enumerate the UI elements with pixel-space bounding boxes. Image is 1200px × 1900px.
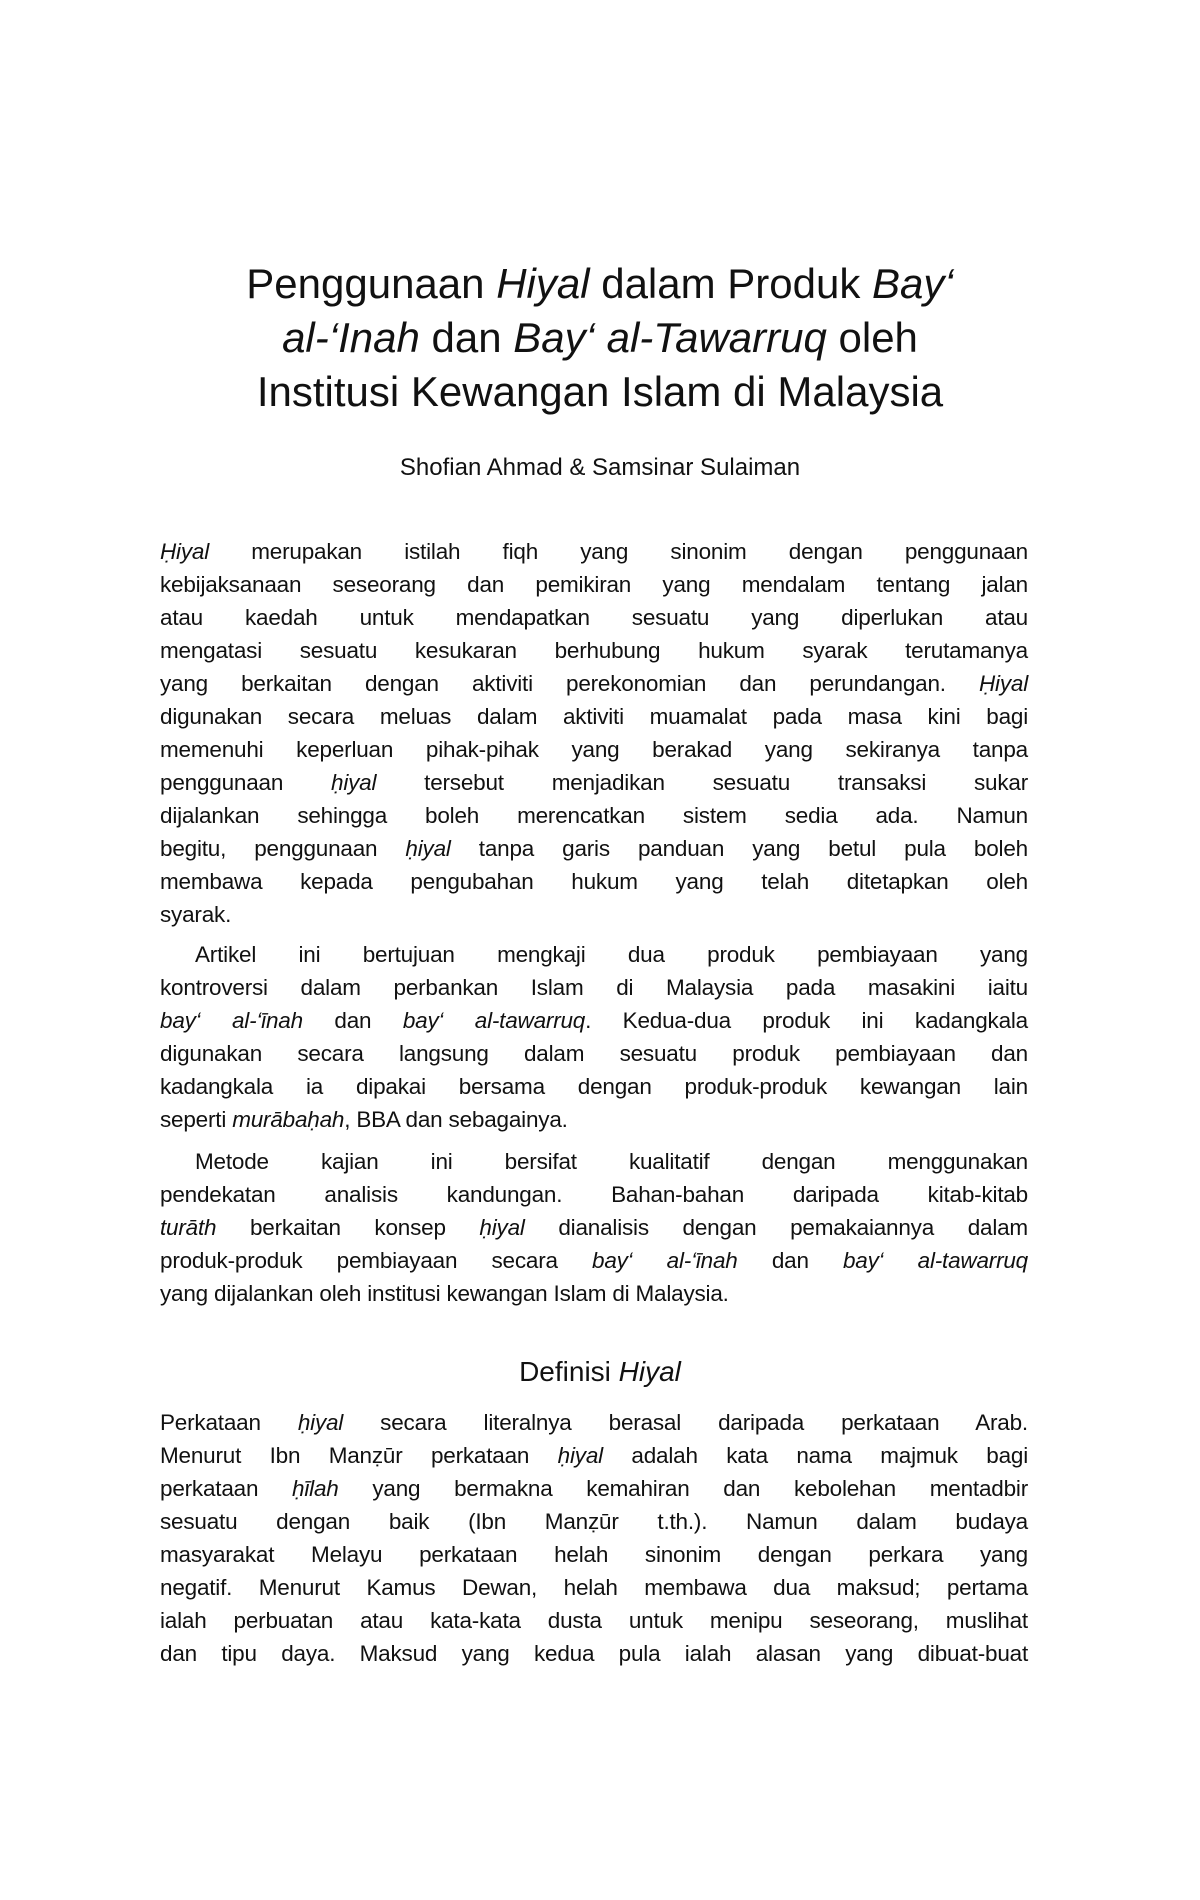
text-segment: Institusi Kewangan Islam di Malaysia	[256, 368, 944, 415]
text-segment: kadangkala ia dipakai bersama dengan produk-produk kewangan lain	[160, 1074, 1028, 1099]
text-segment: . Kedua-dua produk ini kadangkala	[585, 1008, 1028, 1033]
italic-term: Ḥiyal	[978, 671, 1028, 696]
italic-term: ḥiyal	[479, 1215, 525, 1240]
text-line	[160, 832, 1028, 865]
text-segment: yang berkaitan dengan aktiviti perekonomian dan perundangan.	[160, 671, 979, 696]
italic-term: ḥiyal	[405, 836, 451, 861]
text-segment: tanpa garis panduan yang betul pula boleh	[450, 836, 1028, 861]
title-line	[100, 365, 1100, 419]
text-segment: dijalankan sehingga boleh merencatkan sistem sedia ada. Namun	[160, 803, 1028, 828]
text-line	[160, 568, 1028, 601]
italic-term: ḥīlah	[292, 1476, 339, 1501]
italic-term: Hiyal	[496, 260, 590, 307]
text-line	[160, 1178, 1028, 1211]
italic-term: bay‘ al-‘īnah	[160, 1008, 303, 1033]
italic-term: ḥiyal	[331, 770, 377, 795]
text-line	[160, 1604, 1028, 1637]
text-line	[160, 1571, 1028, 1604]
italic-term: al-‘Inah	[282, 314, 420, 361]
text-segment: dan	[419, 314, 514, 361]
text-segment: Metode kajian ini bersifat kualitatif dengan menggunakan	[195, 1149, 1028, 1174]
text-segment: negatif. Menurut Kamus Dewan, helah membawa dua maksud; pertama	[160, 1575, 1028, 1600]
italic-term: bay‘ al-tawarruq	[402, 1008, 586, 1033]
text-segment: dan	[737, 1248, 843, 1273]
text-line	[160, 971, 1028, 1004]
text-line	[160, 733, 1028, 766]
section-paragraph	[160, 1406, 1028, 1670]
text-segment: masyarakat Melayu perkataan helah sinonim dengan perkara yang	[160, 1542, 1028, 1567]
text-line	[160, 1070, 1028, 1103]
text-segment: membawa kepada pengubahan hukum yang telah ditetapkan oleh	[160, 869, 1028, 894]
text-segment: dianalisis dengan pemakaiannya dalam	[524, 1215, 1028, 1240]
text-segment: kontroversi dalam perbankan Islam di Malaysia pada masakini iaitu	[160, 975, 1028, 1000]
abstract-paragraph-2	[160, 938, 1028, 1136]
text-line	[160, 799, 1028, 832]
text-segment: oleh	[826, 314, 918, 361]
text-segment: yang bermakna kemahiran dan kebolehan mentadbir	[338, 1476, 1028, 1501]
text-line	[160, 1538, 1028, 1571]
text-line	[160, 1211, 1028, 1244]
text-segment: Perkataan	[160, 1410, 298, 1435]
text-line	[160, 1103, 1028, 1136]
italic-term: ḥiyal	[557, 1443, 603, 1468]
italic-term: Hiyal	[618, 1356, 681, 1387]
italic-term: murābaḥah	[232, 1107, 345, 1132]
italic-term: ḥiyal	[297, 1410, 344, 1435]
text-line	[160, 1004, 1028, 1037]
text-segment: produk-produk pembiayaan secara	[160, 1248, 592, 1273]
text-segment: kebijaksanaan seseorang dan pemikiran yang mendalam tentang jalan	[160, 572, 1028, 597]
text-segment: digunakan secara langsung dalam sesuatu produk pembiayaan dan	[160, 1041, 1028, 1066]
text-segment: tersebut menjadikan sesuatu transaksi sukar	[376, 770, 1029, 795]
text-line	[160, 1472, 1028, 1505]
italic-term: Bay‘ al-Tawarruq	[513, 314, 827, 361]
text-segment: Penggunaan	[246, 260, 497, 307]
text-segment: Artikel ini bertujuan mengkaji dua produk pembiayaan yang	[195, 942, 1028, 967]
title-line	[100, 311, 1100, 365]
text-line	[160, 601, 1028, 634]
text-segment: dan tipu daya. Maksud yang kedua pula ialah alasan yang dibuat-buat	[160, 1641, 1028, 1666]
italic-term: Ḥiyal	[160, 539, 210, 564]
text-line	[160, 1037, 1028, 1070]
text-line	[160, 634, 1028, 667]
text-segment: dan	[302, 1008, 403, 1033]
text-segment: seperti	[160, 1107, 233, 1132]
italic-term: bay‘ al-tawarruq	[842, 1248, 1028, 1273]
italic-term: turāth	[160, 1215, 217, 1240]
text-line	[160, 535, 1028, 568]
text-line	[160, 1145, 1028, 1178]
text-segment: penggunaan	[160, 770, 331, 795]
text-line	[160, 898, 1028, 931]
text-segment: atau kaedah untuk mendapatkan sesuatu yang diperlukan atau	[160, 605, 1028, 630]
text-line	[160, 865, 1028, 898]
article-title	[100, 257, 1100, 419]
abstract-paragraph-3	[160, 1145, 1028, 1310]
italic-term: Bay‘	[872, 260, 954, 307]
article-authors: Shofian Ahmad & Samsinar Sulaiman	[399, 454, 801, 481]
abstract-paragraph-1	[160, 535, 1028, 931]
text-segment: adalah kata nama majmuk bagi	[602, 1443, 1029, 1468]
text-line	[160, 1277, 1028, 1310]
text-segment: dalam Produk	[589, 260, 873, 307]
text-segment: memenuhi keperluan pihak-pihak yang berakad yang sekiranya tanpa	[160, 737, 1028, 762]
text-segment: , BBA dan sebagainya.	[344, 1107, 568, 1132]
text-line	[160, 1406, 1028, 1439]
section-heading	[100, 1352, 1100, 1392]
text-line	[160, 700, 1028, 733]
text-segment: merupakan istilah fiqh yang sinonim dengan penggunaan	[209, 539, 1028, 564]
text-segment: syarak.	[160, 902, 232, 927]
text-segment: Definisi	[519, 1356, 619, 1387]
text-line	[160, 766, 1028, 799]
text-segment: berkaitan konsep	[216, 1215, 480, 1240]
text-line	[160, 667, 1028, 700]
text-line	[160, 938, 1028, 971]
text-segment: begitu, penggunaan	[160, 836, 406, 861]
title-line	[100, 257, 1100, 311]
text-segment: yang dijalankan oleh institusi kewangan Islam di Malaysia.	[160, 1281, 729, 1306]
text-segment: sesuatu dengan baik (Ibn Manẓūr t.th.). Namun dalam budaya	[160, 1509, 1028, 1534]
text-segment: pendekatan analisis kandungan. Bahan-bahan daripada kitab-kitab	[160, 1182, 1028, 1207]
italic-term: bay‘ al-‘īnah	[592, 1248, 738, 1273]
text-segment: perkataan	[160, 1476, 293, 1501]
text-line	[160, 1244, 1028, 1277]
text-segment: secara literalnya berasal daripada perkataan Arab.	[343, 1410, 1028, 1435]
text-segment: Menurut Ibn Manẓūr perkataan	[160, 1443, 558, 1468]
text-line	[160, 1505, 1028, 1538]
text-line	[160, 1637, 1028, 1670]
text-segment: ialah perbuatan atau kata-kata dusta untuk menipu seseorang, muslihat	[160, 1608, 1028, 1633]
text-segment: mengatasi sesuatu kesukaran berhubung hukum syarak terutamanya	[160, 638, 1028, 663]
text-segment: digunakan secara meluas dalam aktiviti muamalat pada masa kini bagi	[160, 704, 1028, 729]
text-line	[160, 1439, 1028, 1472]
